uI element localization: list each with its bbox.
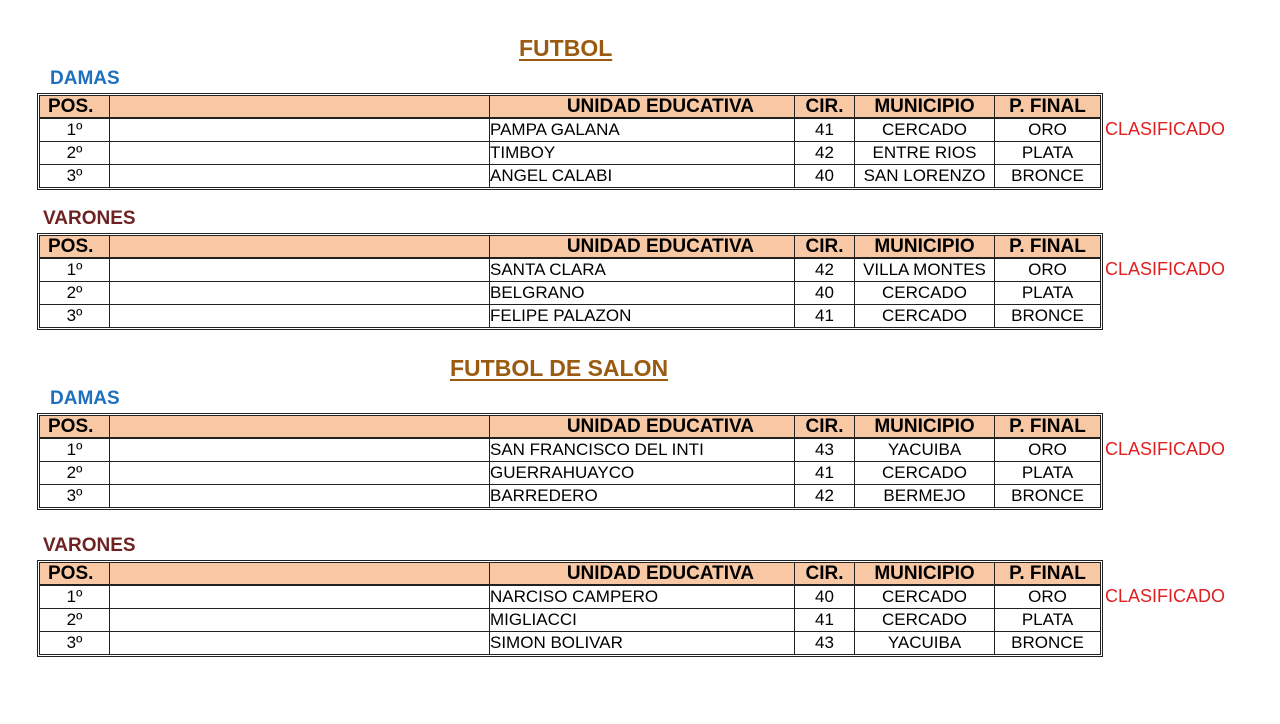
cell-cir: 41 [795,609,855,632]
header-cir: CIR. [795,96,855,119]
header-spacer [110,96,490,119]
header-municipio: MUNICIPIO [855,236,995,259]
results-table-salon-damas [37,413,1103,510]
cell-municipio: CERCADO [855,462,995,485]
header-pos: POS. [40,416,110,439]
cell-pos: 1º [40,439,110,462]
cell-spacer [110,165,490,187]
header-pos: POS. [40,563,110,586]
header-cir: CIR. [795,236,855,259]
cell-final: ORO [995,439,1100,462]
status-clasificado: CLASIFICADO [1105,439,1226,459]
table-row [40,586,1100,609]
header-final: P. FINAL [995,563,1100,586]
cell-cir: 40 [795,586,855,609]
cell-cir: 41 [795,462,855,485]
cell-spacer [110,632,490,654]
cell-municipio: YACUIBA [855,439,995,462]
table-header-row [40,563,1100,586]
header-municipio: MUNICIPIO [855,563,995,586]
cell-name: NARCISO CAMPERO [490,586,795,609]
cell-pos: 1º [40,119,110,142]
cell-name: SAN FRANCISCO DEL INTI [490,439,795,462]
cell-cir: 42 [795,259,855,282]
cell-name: FELIPE PALAZON [490,305,795,327]
cell-municipio: CERCADO [855,586,995,609]
cell-final: ORO [995,119,1100,142]
cell-name: ANGEL CALABI [490,165,795,187]
cell-pos: 3º [40,305,110,327]
header-spacer [110,416,490,439]
category-label-damas: DAMAS [50,68,120,89]
cell-cir: 41 [795,305,855,327]
cell-municipio: SAN LORENZO [855,165,995,187]
cell-name: MIGLIACCI [490,609,795,632]
cell-pos: 2º [40,609,110,632]
table-header-row [40,416,1100,439]
table-row [40,259,1100,282]
cell-pos: 2º [40,142,110,165]
table-row [40,165,1100,187]
cell-final: ORO [995,586,1100,609]
cell-pos: 3º [40,485,110,507]
header-spacer [110,236,490,259]
results-table-futbol-varones [37,233,1103,330]
cell-spacer [110,282,490,305]
cell-spacer [110,609,490,632]
cell-spacer [110,439,490,462]
cell-name: PAMPA GALANA [490,119,795,142]
cell-cir: 43 [795,632,855,654]
results-table-salon-varones [37,560,1103,657]
table-row [40,632,1100,654]
header-final: P. FINAL [995,236,1100,259]
category-label-damas: DAMAS [50,388,120,409]
cell-municipio: VILLA MONTES [855,259,995,282]
cell-spacer [110,586,490,609]
header-cir: CIR. [795,416,855,439]
cell-spacer [110,305,490,327]
cell-final: PLATA [995,282,1100,305]
cell-final: ORO [995,259,1100,282]
cell-cir: 41 [795,119,855,142]
cell-municipio: BERMEJO [855,485,995,507]
header-municipio: MUNICIPIO [855,96,995,119]
results-table-futbol-damas [37,93,1103,190]
cell-cir: 42 [795,485,855,507]
table-header-row [40,236,1100,259]
table-row [40,462,1100,485]
cell-spacer [110,462,490,485]
cell-pos: 2º [40,282,110,305]
table-row [40,609,1100,632]
section-title-futbol: FUTBOL [519,35,613,61]
cell-final: PLATA [995,462,1100,485]
cell-cir: 40 [795,282,855,305]
cell-final: BRONCE [1011,486,1084,505]
cell-pos: 2º [40,462,110,485]
status-clasificado: CLASIFICADO [1105,259,1226,279]
cell-name: BELGRANO [490,282,795,305]
status-clasificado: CLASIFICADO [1105,119,1226,139]
cell-name: TIMBOY [490,142,795,165]
header-unidad: UNIDAD EDUCATIVA [490,563,795,586]
cell-cir: 42 [795,142,855,165]
cell-spacer [110,485,490,507]
table-row [40,305,1100,327]
header-pos: POS. [40,236,110,259]
cell-pos: 1º [40,586,110,609]
cell-final: PLATA [995,142,1100,165]
cell-name: SANTA CLARA [490,259,795,282]
header-unidad: UNIDAD EDUCATIVA [490,236,795,259]
table-row [40,439,1100,462]
category-label-varones: VARONES [43,208,136,229]
cell-municipio: YACUIBA [855,632,995,654]
header-pos: POS. [40,96,110,119]
cell-spacer [110,119,490,142]
cell-pos: 3º [40,165,110,187]
table-header-row [40,96,1100,119]
cell-municipio: ENTRE RIOS [855,142,995,165]
table-row [40,142,1100,165]
header-municipio: MUNICIPIO [855,416,995,439]
category-label-varones: VARONES [43,535,136,556]
cell-municipio: CERCADO [855,609,995,632]
cell-pos: 3º [40,632,110,654]
table-row [40,282,1100,305]
cell-final: PLATA [995,609,1100,632]
header-unidad: UNIDAD EDUCATIVA [490,96,795,119]
cell-municipio: CERCADO [855,305,995,327]
cell-spacer [110,259,490,282]
cell-name: BARREDERO [490,485,795,507]
cell-final: BRONCE [1011,166,1084,185]
cell-cir: 43 [795,439,855,462]
header-final: P. FINAL [995,96,1100,119]
header-spacer [110,563,490,586]
header-cir: CIR. [795,563,855,586]
cell-spacer [110,142,490,165]
table-row [40,485,1100,507]
cell-pos: 1º [40,259,110,282]
cell-name: SIMON BOLIVAR [490,632,795,654]
cell-final: BRONCE [1011,633,1084,652]
header-final: P. FINAL [995,416,1100,439]
cell-final: BRONCE [1011,306,1084,325]
section-title-futbol-de-salon: FUTBOL DE SALON [450,355,669,381]
cell-municipio: CERCADO [855,119,995,142]
header-unidad: UNIDAD EDUCATIVA [490,416,795,439]
table-row [40,119,1100,142]
status-clasificado: CLASIFICADO [1105,586,1226,606]
cell-name: GUERRAHUAYCO [490,462,795,485]
cell-municipio: CERCADO [855,282,995,305]
cell-cir: 40 [795,165,855,187]
